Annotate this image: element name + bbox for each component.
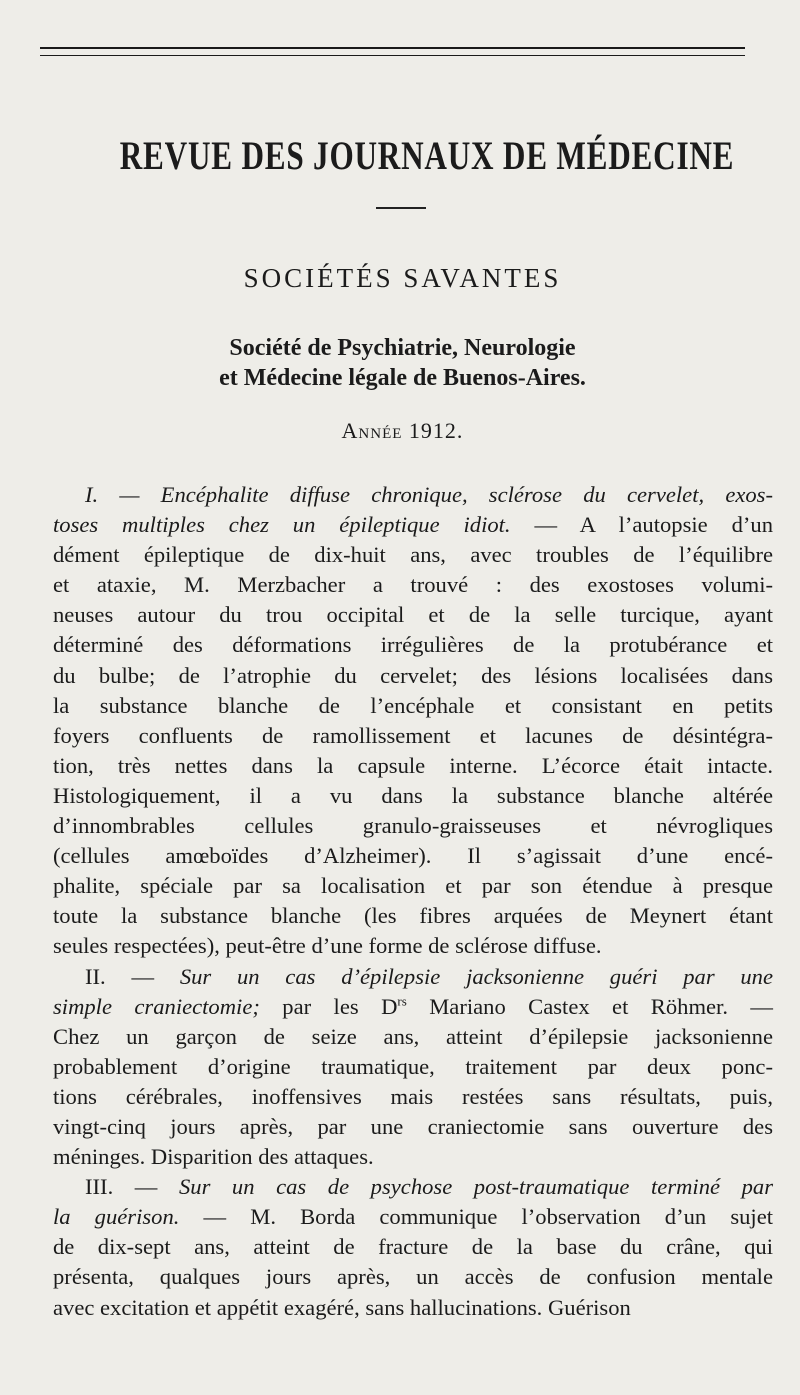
text-line [53,901,773,931]
paragraph [53,1172,773,1322]
text-run: la substance blanche de l’encéphale et consistant en petits [53,692,773,718]
text-line [53,661,773,691]
text-run: tion, très nettes dans la capsule interne. L’écorce était intacte. [53,752,773,778]
text-run: d’innombrables cellules granulo-graisseuses et névrogliques [53,813,773,839]
text-line [53,480,773,510]
italic-text-run: Sur un cas d’épilepsie jacksonienne guéri par une [179,963,773,989]
text-run: et ataxie, M. Merzbacher a trouvé : des exostoses volumi- [53,572,773,598]
text-run: tions cérébrales, inoffensives mais restées sans résultats, puis, [53,1083,773,1109]
italic-text-run: I. — Encéphalite diffuse chronique, sclérose du cervelet, exos- [85,482,773,507]
text-run: phalite, spéciale par sa localisation et par son étendue à presque [53,873,773,899]
text-line [53,510,773,540]
top-double-rule-thin [40,55,745,56]
text-run: II. — [85,963,180,989]
text-run: du bulbe; de l’atrophie du cervelet; des lésions localisées dans [53,662,773,688]
text-line [53,1112,773,1142]
text-run: Chez un garçon de seize ans, atteint d’épilepsie jacksonienne [53,1023,773,1049]
article-body [53,480,773,1323]
text-line [53,1142,773,1172]
text-run: présenta, qualques jours après, un accès de confusion mentale [53,1264,773,1290]
society-name-line-1: Société de Psychiatrie, Neurologie [229,335,576,361]
text-run: seules respectées), peut-être d’une forme de sclérose diffuse. [53,933,602,959]
text-run: déterminé des déformations irrégulières de la protubérance et [53,632,773,658]
text-line [53,871,773,901]
section-heading: SOCIÉTÉS SAVANTES [243,263,562,293]
text-line [53,691,773,721]
text-run: toute la substance blanche (les fibres arquées de Meynert étant [53,903,773,929]
text-run-authors: par les $D^{rs}$ Mariano Castex et Röhmer. — [259,993,773,1019]
text-line [53,841,773,871]
italic-text-run: toses multiples chez un épileptique idiot. [53,512,511,538]
text-run: probablement d’origine traumatique, traitement par deux ponc- [53,1053,773,1079]
italic-text-run: Sur un cas de psychose post-traumatique terminé par [178,1174,773,1200]
text-line [53,751,773,781]
text-line [53,1293,773,1323]
text-line [53,1052,773,1082]
text-line [53,811,773,841]
text-run: vingt-cinq jours après, par une craniectomie sans ouverture des [53,1113,773,1139]
page-title: REVUE DES JOURNAUX DE MÉDECINE [119,133,735,178]
text-line [53,931,773,961]
society-name-line-2: et Médecine légale de Buenos-Aires. [219,365,586,391]
text-run: méninges. Disparition des attaques. [53,1144,374,1170]
text-run: avec excitation et appétit exagéré, sans hallucinations. Guérison [53,1294,631,1320]
text-line [53,570,773,600]
text-run: — M. Borda communique l’observation d’un sujet [179,1204,774,1230]
text-line [53,1202,773,1232]
text-line [53,962,773,992]
paragraph [53,962,773,1173]
italic-text-run: la guérison. [53,1204,180,1230]
top-double-rule [40,47,745,49]
text-line [53,600,773,630]
text-line [53,1022,773,1052]
text-run: — A l’autopsie d’un [510,512,773,538]
text-line [53,992,773,1022]
text-line [53,1172,773,1202]
text-line [53,721,773,751]
text-run: (cellules amœboïdes d’Alzheimer). Il s’agissait d’une encé- [53,843,773,869]
title-divider [376,207,426,209]
text-line [53,1082,773,1112]
text-run: neuses autour du trou occipital et de la selle turcique, ayant [53,602,773,628]
text-run: dément épileptique de dix-huit ans, avec troubles de l’équilibre [53,542,773,568]
text-line [53,1232,773,1262]
text-line [53,1262,773,1292]
text-line [53,630,773,660]
paragraph [53,480,773,962]
text-line [53,781,773,811]
text-run: III. — [85,1174,179,1200]
text-run: Histologiquement, il a vu dans la substance blanche altérée [53,782,773,808]
text-line [53,540,773,570]
text-run: de dix-sept ans, atteint de fracture de la base du crâne, qui [53,1234,773,1260]
italic-text-run: simple craniectomie; [53,993,260,1019]
year-heading: Année 1912. [341,418,464,443]
text-run: foyers confluents de ramollissement et lacunes de désintégra- [53,722,773,748]
